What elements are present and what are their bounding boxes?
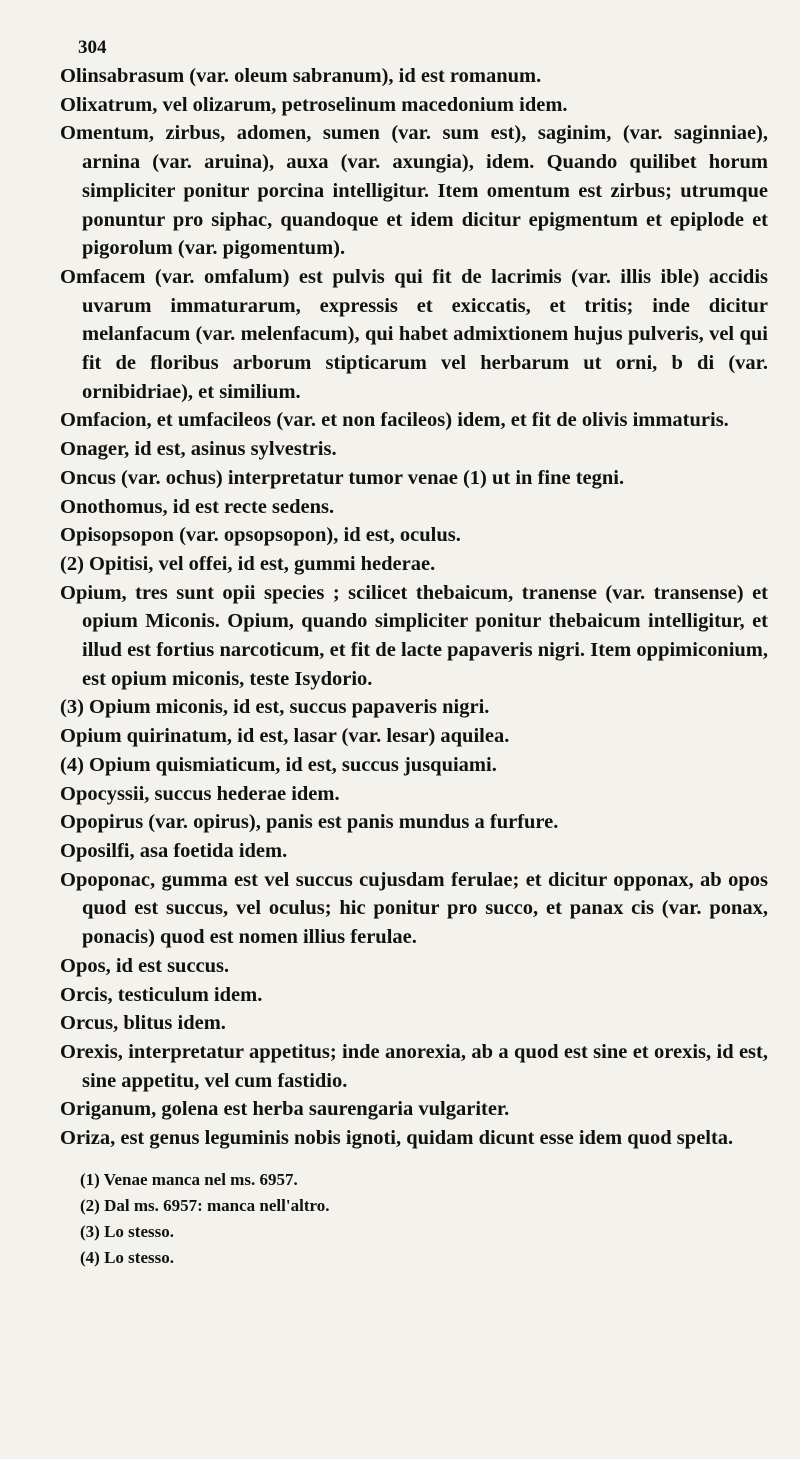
entry-orcis: Orcis, testiculum idem.: [60, 983, 263, 1006]
page-number: 304: [78, 37, 107, 58]
entry-oriza: Oriza, est genus leguminis nobis ignoti, quidam dicunt esse idem quod spelta.: [60, 1127, 734, 1150]
entry-omfacem: Omfacem (var. omfalum) est pulvis qui fit de lacrimis (var. illis ible) accidis uvarum immaturarum, expressis et exiccatis, et tritis; inde dicitur melanfacum (var. melenfacum), qui habet admixtionem hujus pulveris, vel qui fit de floribus arborum stipticarum vel herbarum ut orni, b di (var. ornibidriae), et similium.: [60, 265, 768, 403]
entry-origanum: Origanum, golena est herba saurengaria vulgariter.: [60, 1098, 510, 1121]
footnote-1: (1) Venae manca nel ms. 6957.: [80, 1169, 298, 1189]
footnote-2: (2) Dal ms. 6957: manca nell'altro.: [80, 1195, 330, 1215]
entry-opium-miconis: (3) Opium miconis, id est, succus papaveris nigri.: [60, 696, 490, 719]
entry-orexis: Orexis, interpretatur appetitus; inde anorexia, ab a quod est sine et orexis, id est, sine appetitu, vel cum fastidio.: [60, 1040, 768, 1092]
entry-onager: Onager, id est, asinus sylvestris.: [60, 438, 337, 461]
entry-orcus: Orcus, blitus idem.: [60, 1012, 226, 1035]
entry-opopirus: Opopirus (var. opirus), panis est panis mundus a furfure.: [60, 811, 559, 834]
entry-opium-quirinatum: Opium quirinatum, id est, lasar (var. lesar) aquilea.: [60, 725, 510, 748]
entry-opitisi: (2) Opitisi, vel offei, id est, gummi hederae.: [60, 552, 436, 575]
entry-opoponac: Opoponac, gumma est vel succus cujusdam ferulae; et dicitur opponax, ab opos quod est succus, vel oculus; hic ponitur pro succo, et panax cis (var. ponax, ponacis) quod est nomen illius ferulae.: [60, 868, 768, 949]
entry-onothomus: Onothomus, id est recte sedens.: [60, 495, 335, 518]
entry-opos: Opos, id est succus.: [60, 954, 230, 977]
entry-omfacion: Omfacion, et umfacileos (var. et non facileos) idem, et fit de olivis immaturis.: [60, 409, 729, 432]
entry-olinsabrasum: Olinsabrasum (var. oleum sabranum), id est romanum.: [60, 65, 542, 87]
footnotes: [60, 1167, 768, 1271]
footnote-4: (4) Lo stesso.: [80, 1247, 174, 1267]
entry-omentum: Omentum, zirbus, adomen, sumen (var. sum est), saginim, (var. saginniae), arnina (var. aruina), auxa (var. axungia), idem. Quando quilibet horum simpliciter ponitur porcina intelligitur. Item omentum est zirbus; utrumque ponuntur pro siphac, quandoque et idem dicitur epigmentum et epiplode et pigorolum (var. pigomentum).: [60, 122, 768, 260]
entry-opium: Opium, tres sunt opii species ; scilicet thebaicum, tranense (var. transense) et opium Miconis. Opium, quando simpliciter ponitur thebaicum intelligitur, et illud est fortius narcoticum, et fit de lacte papaveris nigri. Item oppimiconium, est opium miconis, teste Isydorio.: [60, 581, 768, 690]
entry-opocyssii: Opocyssii, succus hederae idem.: [60, 782, 340, 805]
footnote-3: (3) Lo stesso.: [80, 1221, 174, 1241]
entry-olixatrum: Olixatrum, vel olizarum, petroselinum macedonium idem.: [60, 93, 568, 116]
entry-opisopsopon: Opisopsopon (var. opsopsopon), id est, oculus.: [60, 524, 461, 547]
entry-oposilfi: Oposilfi, asa foetida idem.: [60, 839, 288, 862]
entry-opium-quismiaticum: (4) Opium quismiaticum, id est, succus jusquiami.: [60, 753, 497, 776]
book-page: [60, 34, 768, 1271]
entry-oncus: Oncus (var. ochus) interpretatur tumor venae (1) ut in fine tegni.: [60, 466, 625, 489]
glossary-entries: [60, 62, 768, 1153]
